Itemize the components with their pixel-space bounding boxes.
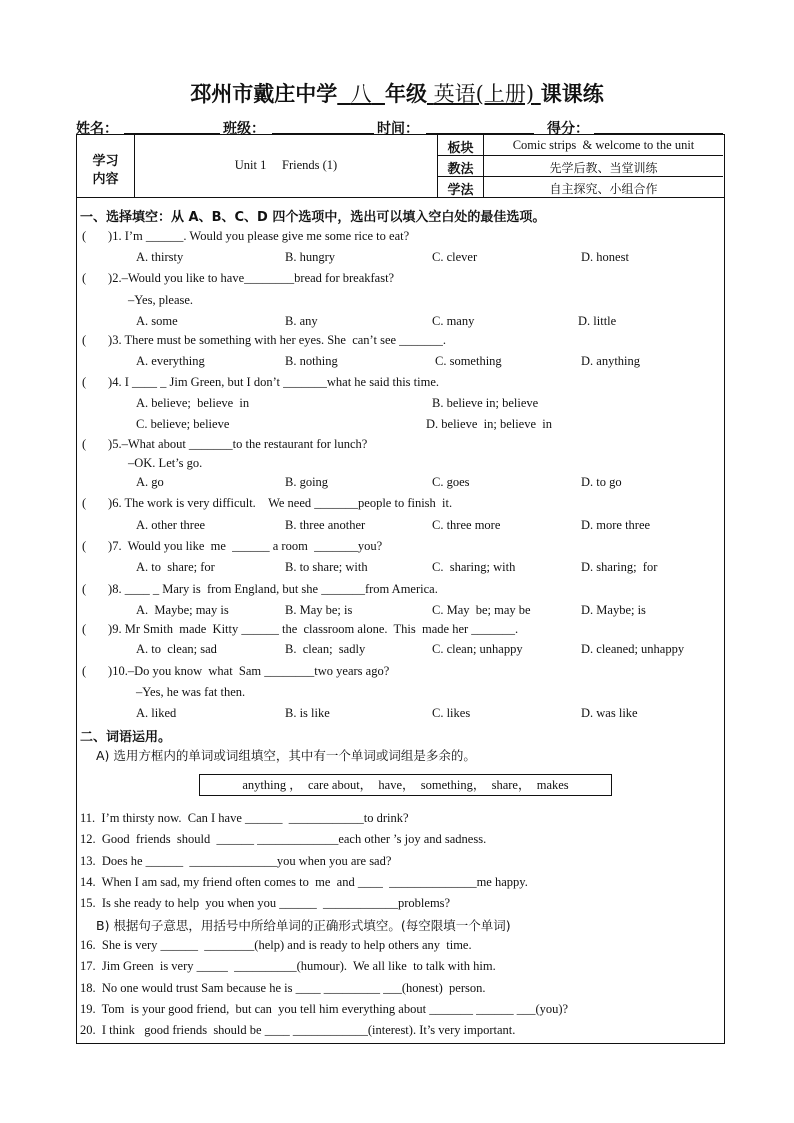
question-option: B. nothing bbox=[285, 354, 338, 368]
study-label-line1: 学习 bbox=[92, 154, 119, 169]
fill-item-16: 16. She is very ______ ________(help) and is ready to help others any time. bbox=[80, 938, 472, 952]
question-option: D. was like bbox=[581, 706, 638, 720]
subject-value: 英语(上册) bbox=[433, 82, 535, 106]
class-label: 班级： bbox=[223, 121, 265, 137]
question-option: A. to clean; sad bbox=[136, 642, 217, 656]
part-b-instruction: B) 根据句子意思，用括号中所给单词的正确形式填空。(每空限填一个单词) bbox=[96, 918, 511, 933]
fill-item-17: 17. Jim Green is very _____ __________(humour). We all like to talk with him. bbox=[80, 959, 496, 973]
question-option: C. likes bbox=[432, 706, 471, 720]
school-name: 邳州市戴庄中学 bbox=[190, 82, 338, 106]
row-label-bankuai: 板块 bbox=[447, 141, 474, 156]
question-option: A. thirsty bbox=[136, 250, 184, 264]
question-option: –Yes, please. bbox=[128, 293, 194, 307]
question-option: D. honest bbox=[581, 250, 629, 264]
fill-item-13: 13. Does he ______ ______________you when you are sad? bbox=[80, 854, 392, 868]
question-option: D. sharing; for bbox=[581, 560, 658, 574]
question-stem: ( )5.–What about _______to the restaurant for lunch? bbox=[82, 437, 368, 451]
question-option: A. go bbox=[136, 475, 164, 489]
question-option: D. little bbox=[578, 314, 617, 328]
question-option: –OK. Let’s go. bbox=[128, 456, 203, 470]
score-label: 得分： bbox=[547, 121, 589, 137]
question-option: C. clever bbox=[432, 250, 478, 264]
question-option: A. Maybe; may is bbox=[136, 603, 229, 617]
question-stem: ( )1. I’m ______. Would you please give me some rice to eat? bbox=[82, 229, 410, 243]
section2-heading: 二、词语运用。 bbox=[80, 730, 172, 745]
question-stem: ( )8. ____ _ Mary is from England, but she _______from America. bbox=[82, 582, 438, 596]
question-option: C. something bbox=[435, 354, 502, 368]
fill-item-14: 14. When I am sad, my friend often comes to me and ____ ______________me happy. bbox=[80, 875, 528, 889]
row-label-jiaofa: 教法 bbox=[447, 162, 474, 177]
question-option: B. going bbox=[285, 475, 329, 489]
time-label: 时间： bbox=[377, 121, 419, 137]
word-box: anything ， care about， have， something， share， makes bbox=[199, 774, 612, 796]
fill-item-12: 12. Good friends should ______ _____________each other ’s joy and sadness. bbox=[80, 832, 487, 846]
question-option: D. cleaned; unhappy bbox=[581, 642, 685, 656]
question-option: C. sharing; with bbox=[432, 560, 516, 574]
question-option: B. to share; with bbox=[285, 560, 368, 574]
row-value-jiaofa: 先学后教、当堂训练 bbox=[549, 161, 658, 175]
question-stem: ( )9. Mr Smith made Kitty ______ the classroom alone. This made her _______. bbox=[82, 622, 519, 636]
fill-item-15: 15. Is she ready to help you when you ______ ____________problems? bbox=[80, 896, 451, 910]
question-option: D. Maybe; is bbox=[581, 603, 646, 617]
question-option: C. three more bbox=[432, 518, 501, 532]
question-option: A. liked bbox=[136, 706, 177, 720]
question-option: B. clean; sadly bbox=[285, 642, 366, 656]
question-option: A. some bbox=[136, 314, 178, 328]
question-option: C. May be; may be bbox=[432, 603, 531, 617]
question-option: C. believe; believe bbox=[136, 417, 230, 431]
question-option: A. other three bbox=[136, 518, 206, 532]
name-label: 姓名： bbox=[76, 121, 118, 137]
row-value-xuefa: 自主探究、小组合作 bbox=[549, 182, 658, 196]
question-option: B. hungry bbox=[285, 250, 335, 264]
question-option: B. believe in; believe bbox=[432, 396, 539, 410]
part-a-instruction: A) 选用方框内的单词或词组填空，其中有一个单词或词组是多余的。 bbox=[96, 748, 476, 763]
question-stem: ( )2.–Would you like to have________bread for breakfast? bbox=[82, 271, 395, 285]
question-option: B. is like bbox=[285, 706, 330, 720]
question-option: B. three another bbox=[285, 518, 366, 532]
fill-item-19: 19. Tom is your good friend, but can you tell him everything about _______ ______ ___(you)? bbox=[80, 1002, 569, 1016]
question-option: A. everything bbox=[136, 354, 205, 368]
title-suffix: 课课练 bbox=[540, 82, 604, 106]
question-stem: ( )10.–Do you know what Sam ________two years ago? bbox=[82, 664, 390, 678]
question-stem: ( )4. I ____ _ Jim Green, but I don’t _______what he said this time. bbox=[82, 375, 440, 389]
question-option: D. to go bbox=[581, 475, 622, 489]
table-divider bbox=[76, 197, 724, 198]
question-option: D. anything bbox=[581, 354, 641, 368]
grade-word: 年级 bbox=[384, 82, 427, 106]
question-option: B. May be; is bbox=[285, 603, 353, 617]
fill-item-11: 11. I’m thirsty now. Can I have ______ ____________to drink? bbox=[80, 811, 409, 825]
row-value-bankuai: Comic strips & welcome to the unit bbox=[512, 138, 695, 152]
grade-value: 八 bbox=[350, 82, 372, 106]
question-option: A. believe; believe in bbox=[136, 396, 250, 410]
question-stem: ( )6. The work is very difficult. We need _______people to finish it. bbox=[82, 496, 453, 510]
question-stem: ( )7. Would you like me ______ a room _______you? bbox=[82, 539, 383, 553]
study-content: Unit 1 Friends (1) bbox=[234, 158, 338, 172]
study-label-line2: 内容 bbox=[92, 172, 119, 187]
page-title bbox=[0, 78, 794, 108]
question-stem: ( )3. There must be something with her eyes. She can’t see _______. bbox=[82, 333, 447, 347]
question-option: A. to share; for bbox=[136, 560, 215, 574]
row-label-xuefa: 学法 bbox=[447, 183, 474, 198]
section1-heading: 一、选择填空：从 A、B、C、D 四个选项中，选出可以填入空白处的最佳选项。 bbox=[80, 210, 546, 225]
fill-item-20: 20. I think good friends should be ____ ____________(interest). It’s very important. bbox=[80, 1023, 516, 1037]
question-option: C. many bbox=[432, 314, 475, 328]
question-option: C. clean; unhappy bbox=[432, 642, 523, 656]
question-option: –Yes, he was fat then. bbox=[136, 685, 246, 699]
grade-blank bbox=[337, 82, 385, 106]
question-option: C. goes bbox=[432, 475, 470, 489]
question-option: D. believe in; believe in bbox=[426, 417, 553, 431]
subject-blank bbox=[427, 82, 541, 106]
question-option: B. any bbox=[285, 314, 318, 328]
question-option: D. more three bbox=[581, 518, 651, 532]
fill-item-18: 18. No one would trust Sam because he is ____ _________ ___(honest) person. bbox=[80, 981, 486, 995]
